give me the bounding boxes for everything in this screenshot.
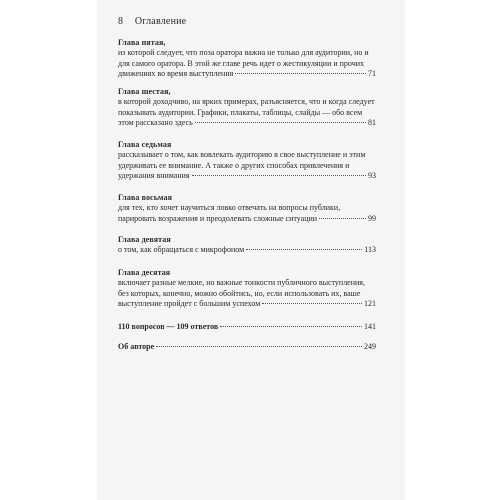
page-ref: 99 bbox=[368, 213, 376, 223]
toc-leader bbox=[118, 118, 376, 128]
page-ref: 141 bbox=[364, 322, 376, 331]
chapter-description-line: о том, как обращаться с микрофоном bbox=[118, 245, 245, 255]
chapter-description-line: этом рассказано здесь bbox=[118, 117, 193, 127]
page-title: Оглавление bbox=[134, 16, 187, 27]
dot-leader bbox=[235, 73, 366, 74]
toc-entry-chapter-7[interactable] bbox=[118, 140, 376, 181]
chapter-title: Глава восьмая bbox=[118, 193, 173, 202]
chapter-description-line: показывать аудитории. Графики, плакаты, таблицы, слайды — обо всем bbox=[118, 107, 363, 117]
dot-leader bbox=[192, 175, 366, 176]
chapter-title: Глава седьмая bbox=[118, 140, 172, 149]
section-title: 110 вопросов — 109 ответов bbox=[118, 322, 219, 331]
toc-entry-questions[interactable] bbox=[118, 322, 376, 332]
toc-leader bbox=[118, 69, 376, 79]
toc-entry-chapter-10[interactable] bbox=[118, 268, 376, 309]
dot-leader bbox=[195, 122, 366, 123]
toc-leader bbox=[118, 245, 376, 255]
chapter-description-line: включает разные мелкие, но важные тонкости публичного выступления, bbox=[118, 278, 365, 288]
chapter-title: Глава пятая, bbox=[118, 38, 166, 47]
dot-leader bbox=[156, 346, 362, 347]
chapter-description-line: удержания внимания bbox=[118, 170, 190, 180]
chapter-description-line: без которых, конечно, можно обойтись, но, если использовать их, ваше bbox=[118, 288, 361, 298]
page-ref: 113 bbox=[364, 245, 376, 255]
toc-entry-chapter-6[interactable] bbox=[118, 87, 376, 128]
chapter-description-line: удерживать ее внимание. А также о других способах привлечения и bbox=[118, 160, 350, 170]
toc-entry-about-author[interactable] bbox=[118, 342, 376, 352]
toc-entry-chapter-8[interactable] bbox=[118, 193, 376, 224]
chapter-description-line: рассказывает о том, как вовлекать аудиторию в свое выступление и этим bbox=[118, 150, 366, 160]
toc-entry-chapter-5[interactable] bbox=[118, 38, 376, 79]
chapter-title: Глава девятая bbox=[118, 235, 171, 244]
page-ref: 81 bbox=[368, 117, 376, 127]
page-ref: 121 bbox=[364, 298, 376, 308]
dot-leader bbox=[246, 249, 362, 250]
toc-entry-chapter-9[interactable] bbox=[118, 235, 376, 256]
chapter-description-line: выступление пройдет с большим успехом bbox=[118, 298, 261, 308]
chapter-description-line: для тех, кто хочет научиться ловко отвечать на вопросы публики, bbox=[118, 203, 341, 213]
chapter-title: Глава шестая, bbox=[118, 87, 171, 96]
dot-leader bbox=[220, 326, 362, 327]
chapter-description-line: парировать возражения и преодолевать сложные ситуации bbox=[118, 213, 318, 223]
chapter-title: Глава десятая bbox=[118, 268, 171, 277]
toc-leader bbox=[118, 299, 376, 309]
section-title: Об авторе bbox=[118, 342, 155, 351]
chapter-description-line: движениях во время выступления bbox=[118, 68, 234, 78]
dot-leader bbox=[319, 218, 366, 219]
page-ref: 93 bbox=[368, 170, 376, 180]
toc-leader bbox=[118, 322, 376, 332]
chapter-description-line: в которой доходчиво, на ярких примерах, разъясняется, что и когда следует bbox=[118, 97, 375, 107]
chapter-description-line: из которой следует, что поза оратора важна не только для аудитории, но и bbox=[118, 48, 369, 58]
toc-leader bbox=[118, 214, 376, 224]
dot-leader bbox=[262, 303, 362, 304]
page-ref: 71 bbox=[368, 68, 376, 78]
running-header bbox=[118, 16, 186, 27]
chapter-description-line: для самого оратора. В этой же главе речь идет о жестикуляции и прочих bbox=[118, 58, 365, 68]
toc-leader bbox=[118, 342, 376, 352]
page-ref: 249 bbox=[364, 342, 376, 351]
toc-leader bbox=[118, 171, 376, 181]
page-number: 8 bbox=[118, 16, 124, 27]
